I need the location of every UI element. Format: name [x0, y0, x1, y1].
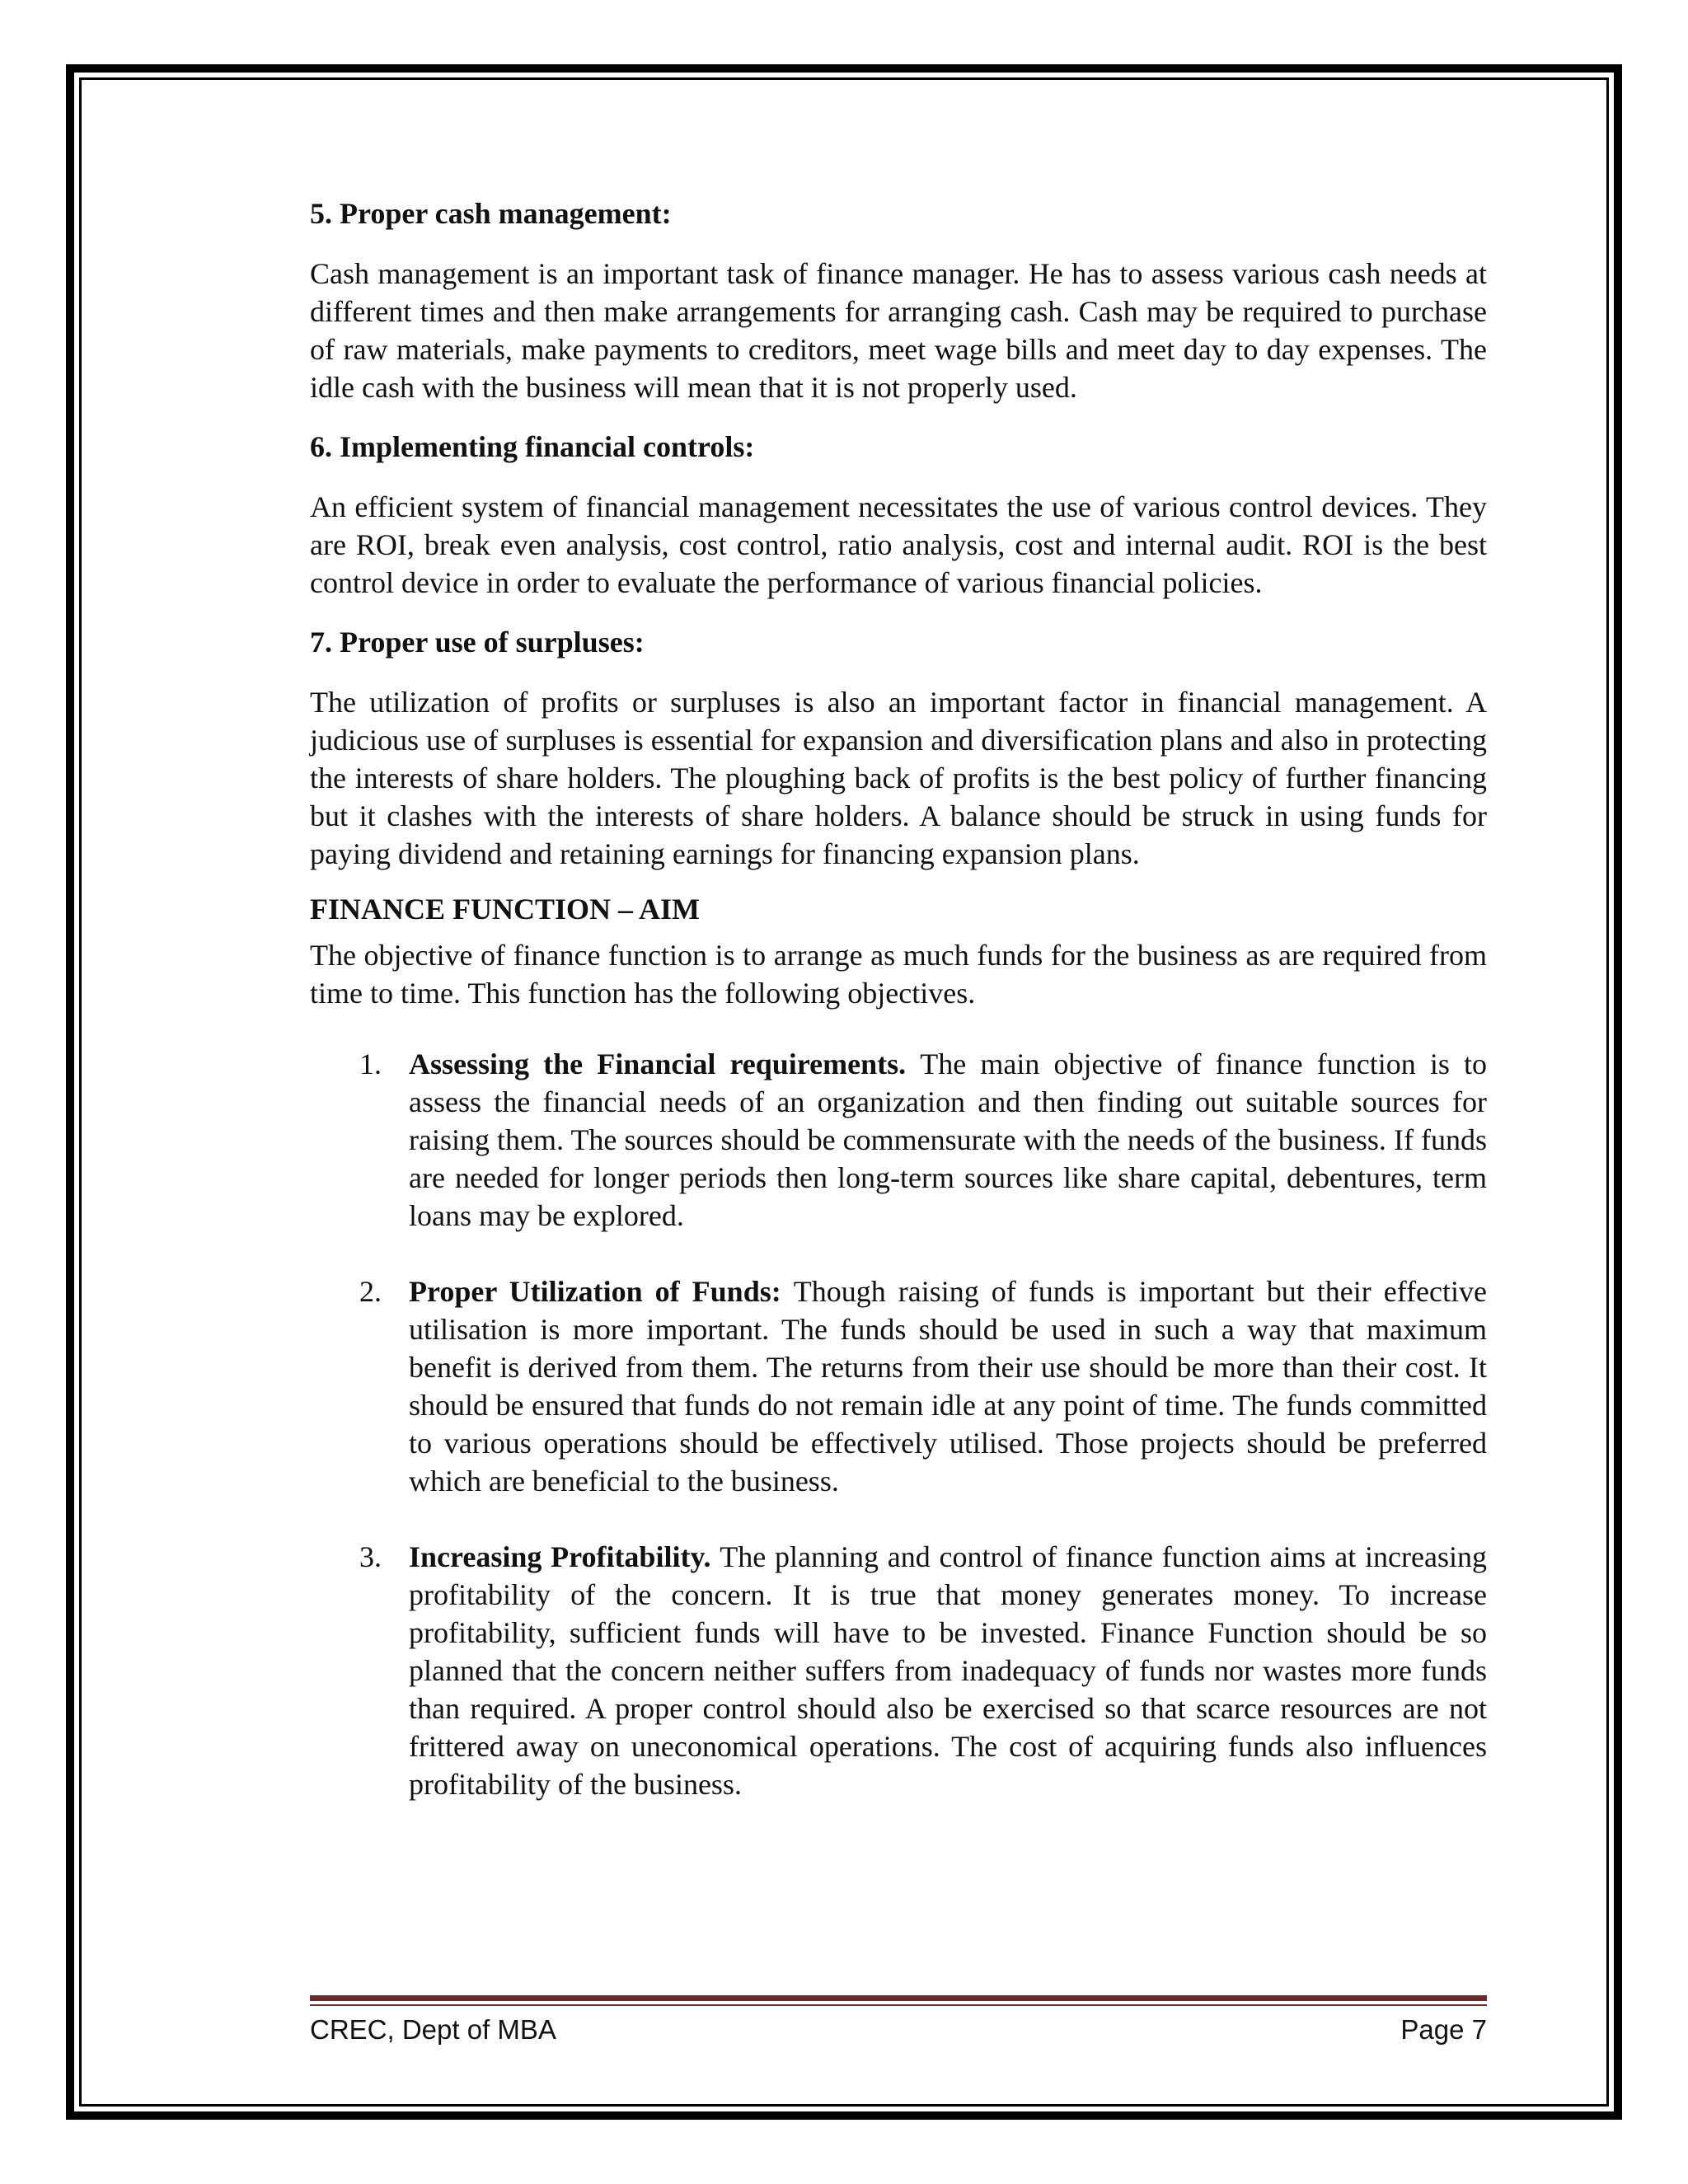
aim-intro: The objective of finance function is to arrange as much funds for the business as are required from time to time. This function has the following objectives. [310, 939, 1487, 1010]
list-item-lead: Increasing Profitability. [409, 1540, 720, 1573]
section-paragraph: The utilization of profits or surpluses is also an important factor in financial management. A judicious use of surpluses is essential for expansion and diversification plans and also in protecting the interests of share holders. The ploughing back of profits is the best policy of further financing but it clashes with the interests of share holders. A balance should be struck in using funds for paying dividend and retaining earnings for financing expansion plans. [310, 686, 1487, 870]
list-item-text: The planning and control of finance function aims at increasing profitability of the concern. It is true that money generates money. To increase profitability, sufficient funds will have to be invested. Finance Function should be so planned that the concern neither suffers from inadequacy of funds nor wastes more funds than required. A proper control should also be exercised so that scarce resources are not frittered away on uneconomical operations. The cost of acquiring funds also influences profitability of the business. [409, 1540, 1487, 1801]
list-item-lead: Proper Utilization of Funds: [409, 1275, 794, 1308]
list-item-number: 1. [359, 1047, 382, 1080]
page-number: Page 7 [1400, 2014, 1487, 2045]
objectives-list [310, 1045, 1487, 1803]
footer-divider-thick [310, 1995, 1487, 2001]
aim-heading: FINANCE FUNCTION – AIM [310, 893, 701, 926]
list-item [310, 1045, 1487, 1235]
footer-divider-thin [310, 2004, 1487, 2006]
list-item-text: Though raising of funds is important but their effective utilisation is more important. The funds should be used in such a way that maximum benefit is derived from them. The returns from their use should be more than their cost. It should be ensured that funds do not remain idle at any point of time. The funds committed to various operations should be effectively utilised. Those projects should be preferred which are beneficial to the business. [409, 1275, 1487, 1497]
page-content [310, 194, 1487, 1803]
section-paragraph: An efficient system of financial management necessitates the use of various control devices. They are ROI, break even analysis, cost control, ratio analysis, cost and internal audit. ROI is the best control device in order to evaluate the performance of various financial policies. [310, 490, 1487, 599]
page-footer [310, 2009, 1487, 2050]
list-item [310, 1538, 1487, 1803]
footer-department: CREC, Dept of MBA [310, 2014, 556, 2045]
list-item-lead: Assessing the Financial requirements. [409, 1047, 921, 1080]
section-heading: 5. Proper cash management: [310, 197, 672, 230]
section-heading: 7. Proper use of surpluses: [310, 626, 645, 658]
section-heading: 6. Implementing financial controls: [310, 430, 755, 463]
section-paragraph: Cash management is an important task of finance manager. He has to assess various cash needs at different times and then make arrangements for arranging cash. Cash may be required to purchase of raw materials, make payments to creditors, meet wage bills and meet day to day expenses. The idle cash with the business will mean that it is not properly used. [310, 257, 1487, 404]
list-item-number: 2. [359, 1275, 382, 1308]
list-item-text: The main objective of finance function is to assess the financial needs of an organization and then finding out suitable sources for raising them. The sources should be commensurate with the needs of the business. If funds are needed for longer periods then long-term sources like share capital, debentures, term loans may be explored. [409, 1047, 1487, 1232]
list-item [310, 1272, 1487, 1500]
list-item-number: 3. [359, 1540, 382, 1573]
